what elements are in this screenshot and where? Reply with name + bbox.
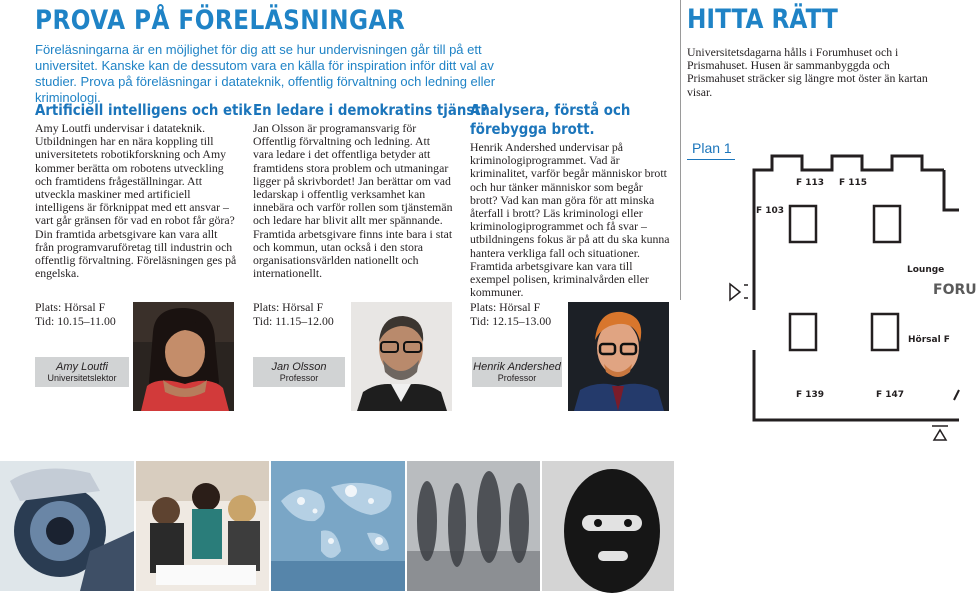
lecture-3-place: Plats: Hörsal F [470, 300, 541, 314]
lecture-3-speaker-name: Henrik Andershed [473, 361, 561, 373]
room-f113: F 113 [796, 178, 825, 188]
strip-photo-robot [0, 461, 134, 591]
lecture-3-body: Henrik Andershed undervisar på kriminologiprogrammet. Vad är kriminalitet, varför begår människor brott och hur tänker människor som begår brott? Vad kan man göra för att minska återfall i brott? Läs kriminologi eller kriminologiprogrammet och få svar – utbildningens fokus är på att du ska kunna hantera verkliga fall och situationer. Framtida arbetsgivare kan vara till exempel polisen, kriminalvården eller kommuner. [470, 140, 670, 300]
lecture-1-speaker-name: Amy Loutfi [56, 361, 108, 373]
sidebar-title: HITTA RÄTT [687, 4, 838, 35]
speaker-photo-amy [133, 302, 234, 411]
page-title: PROVA PÅ FÖRELÄSNINGAR [35, 5, 406, 36]
strip-photo-world-map [271, 461, 405, 591]
lecture-1-time: Tid: 10.15–11.00 [35, 314, 116, 328]
lecture-3-namebox [472, 357, 562, 387]
lecture-1-speaker-role: Universitetslektor [47, 373, 117, 383]
lecture-1-title: Artificiell intelligens och etik [35, 101, 252, 119]
lecture-3-title-line2: förebygga brott. [470, 120, 595, 138]
lecture-1-namebox [35, 357, 129, 387]
lecture-3-time: Tid: 12.15–13.00 [470, 314, 552, 328]
room-horsal-f: Hörsal F [908, 335, 950, 345]
sidebar-divider [680, 0, 681, 300]
strip-photo-crowd [407, 461, 540, 591]
floor-plan-map [682, 150, 959, 450]
room-forum: FORU [933, 282, 977, 298]
lecture-2-time: Tid: 11.15–12.00 [253, 314, 334, 328]
room-f139: F 139 [796, 390, 825, 400]
lecture-2-place: Plats: Hörsal F [253, 300, 324, 314]
room-lounge: Lounge [907, 265, 945, 275]
intro-text: Föreläsningarna är en möjlighet för dig att se hur undervisningen går till på ett universitet. Kanske kan de dessutom vara en källa för inspiration inför ditt val av studier. Prova på föreläsningar i datateknik, offentlig förvaltning och ledning eller kriminologi. [35, 42, 496, 105]
strip-photo-balaclava [542, 461, 674, 591]
lecture-2-speaker-name: Jan Olsson [271, 361, 327, 373]
lecture-2-body: Jan Olsson är programansvarig för Offentlig förvaltning och ledning. Att vara ledare i det offentliga betyder att framtidens stora problem och utmaningar ligger på skrivbordet! Jan berättar om vad ledarskap i offentlig verksamhet kan innebära och varför rollen som tjänstemän och ledare har blivit allt mer spännande. Framtida arbetsgivare finns inte bara i stat och kommun, utan också i den stora organisationsvärlden nationellt och internationellt. [253, 121, 453, 281]
room-f103: F 103 [756, 206, 785, 216]
lecture-3-title-line1: Analysera, förstå och [470, 101, 631, 119]
strip-photo-students [136, 461, 269, 591]
plan-label: Plan 1 [692, 140, 732, 156]
room-f147: F 147 [876, 390, 905, 400]
speaker-photo-henrik [568, 302, 669, 411]
speaker-photo-jan [351, 302, 452, 411]
sidebar-text: Universitetsdagarna hålls i Forumhuset och i Prismahuset. Husen är sammanbyggda och Prismahuset sträcker sig längre mot öster än kartan visar. [687, 45, 928, 99]
lecture-2-title: En ledare i demokratins tjänst? [253, 101, 489, 119]
room-f115: F 115 [839, 178, 868, 188]
lecture-1-body: Amy Loutfi undervisar i datateknik. Utbildningen har en nära koppling till universitetets robotikforskning och Amy kommer berätta om robotens utveckling och framtidens frågeställningar. Att utveckla maskiner med artificiell intelligens är förknippat med ett ansvar – vart går gränsen för vad en robot får göra? Din framtida arbetsgivare kan vara allt från programvaruföretag till industrin och offentlig förvaltning. Föreläsningen ges på engelska. [35, 121, 237, 281]
lecture-3-speaker-role: Professor [497, 373, 537, 383]
lecture-2-namebox [253, 357, 345, 387]
lecture-1-place: Plats: Hörsal F [35, 300, 106, 314]
lecture-2-speaker-role: Professor [279, 373, 319, 383]
